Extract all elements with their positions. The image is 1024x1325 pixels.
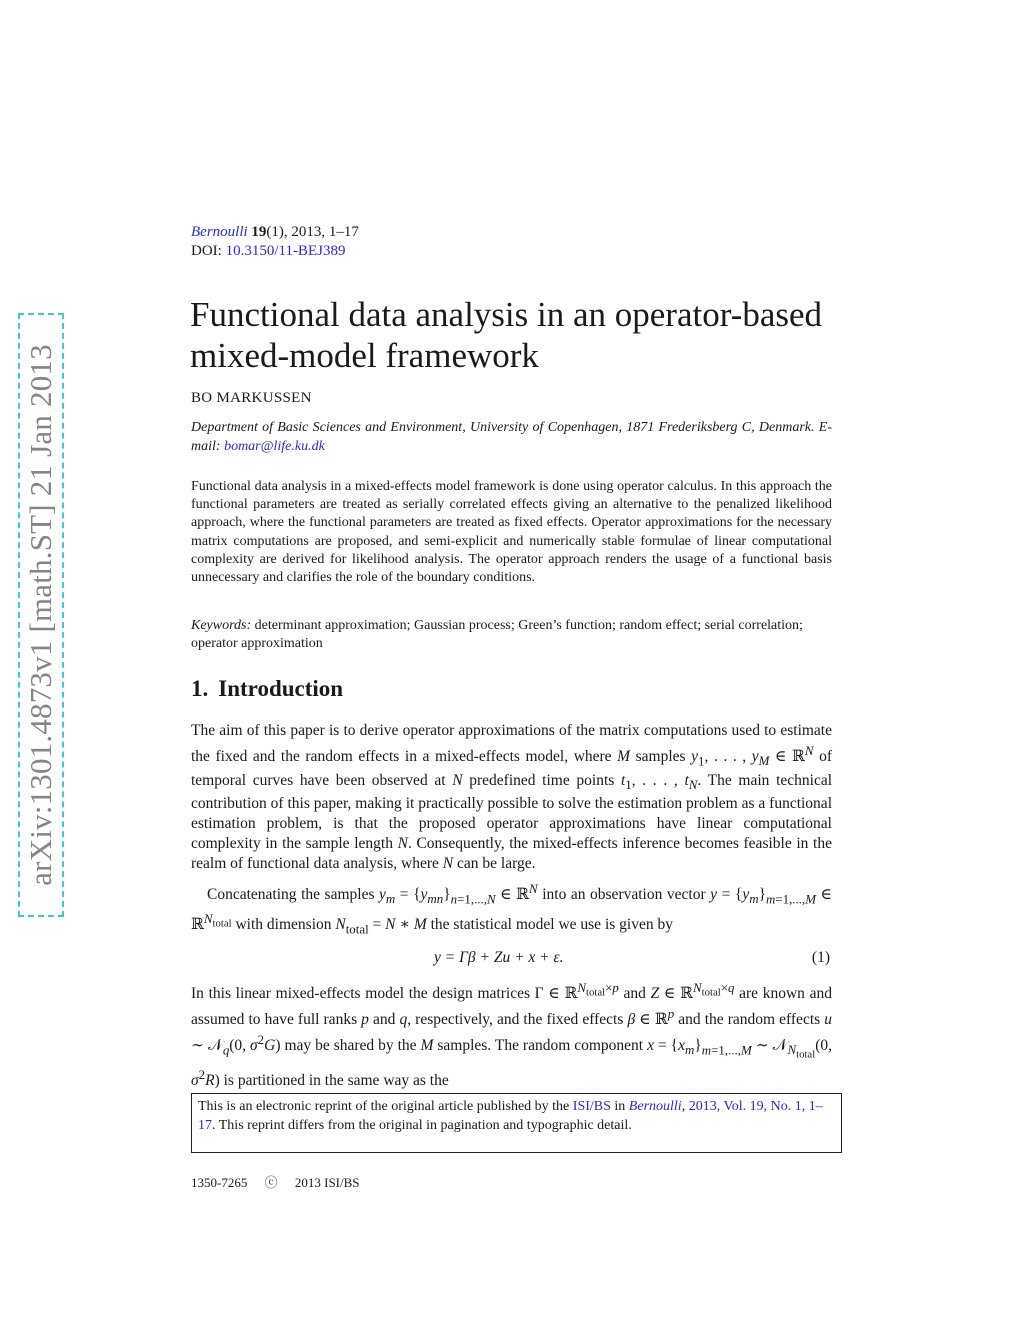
arxiv-stamp — [18, 313, 64, 917]
section-heading — [191, 676, 343, 702]
page-footer — [191, 1172, 360, 1191]
author-name: BO MARKUSSEN — [191, 390, 312, 406]
notice-citation-link[interactable]: 2013, Vol. 19, No. 1, 1–17 — [198, 1099, 823, 1133]
arxiv-stamp-text: arXiv:1301.4873v1 [math.ST] 21 Jan 2013 — [23, 344, 58, 886]
doi-link[interactable]: 10.3150/11-BEJ389 — [225, 243, 346, 259]
notice-in: in — [614, 1099, 626, 1114]
keywords — [191, 617, 832, 653]
abstract: Functional data analysis in a mixed-effects model framework is done using operator calculus. In this approach the functional parameters are treated as serially correlated effects giving an alternative to the penalized likelihood approach, where the functional parameters are treated as fixed effects. Operator approximations for the necessary matrix computations are proposed, and semi-explicit and numerically stable formulae of linear computational complexity are derived for likelihood analysis. The operator approach renders the usage of a functional basis unnecessary and clarifies the role of the boundary conditions. — [191, 479, 832, 586]
reprint-notice: This is an electronic reprint of the original article published by the ISI/BS in Bernoulli, 2013, Vol. 19, No. 1, 1–17. This reprint differs from the original in pagination and typographic detail. — [191, 1093, 842, 1153]
equation-number: (1) — [811, 949, 830, 966]
doi-label: DOI: — [191, 243, 222, 259]
paper-title: Functional data analysis in an operator-based mixed-model framework — [190, 295, 823, 375]
copyright-symbol: ⓒ — [264, 1175, 278, 1190]
copyright-text: 2013 ISI/BS — [294, 1175, 360, 1190]
notice-journal-link[interactable]: Bernoulli — [628, 1099, 682, 1114]
keywords-text: determinant approximation; Gaussian process; Green’s function; random effect; serial correlation; operator approximation — [191, 618, 803, 652]
equation-expression: y = Γβ + Zu + x + ε. — [434, 949, 564, 966]
journal-issue: (1), 2013, 1–17 — [266, 224, 359, 240]
author-affiliation — [191, 419, 832, 456]
journal-volume: 19 — [251, 224, 267, 240]
section-title-text: Introduction — [218, 676, 344, 701]
journal-citation — [191, 223, 359, 242]
equation-1 — [191, 949, 832, 971]
keywords-label: Keywords: — [191, 618, 252, 633]
notice-lead: This is an electronic reprint of the original article published by the — [198, 1099, 570, 1114]
issn: 1350-7265 — [191, 1175, 248, 1190]
section-number: 1. — [191, 676, 209, 701]
affiliation-text: Department of Basic Sciences and Environment, University of Copenhagen, 1871 Frederiksberg C, Denmark. E-mail: — [191, 420, 832, 454]
doi-line — [191, 242, 345, 261]
notice-tail: . This reprint differs from the original in pagination and typographic detail. — [212, 1117, 632, 1133]
intro-paragraph-2: Concatenating the samples $y_m = \{y_{mn}\}_{n=1,...,N}$ ∈ ℝ$^N$ into an observation vector $y = \{y_m\}_{m=1,...,M}$ ∈ ℝ$^{N_{total}}$ with dimension $N_{total} = N$ ∗ M the statistical model we use is given by — [191, 881, 833, 937]
intro-paragraph-3: In this linear mixed-effects model the design matrices Γ ∈ ℝ$^{N_{total}\times p}$ and Z ∈ ℝ$^{N_{total}\times q}$ are known and assumed to have full ranks p and q, respectively, and the fixed effects β ∈ ℝ$^p$ and the random effects u ∼ 𝒩$_q$(0, $\sigma^2G$) may be shared by the M samples. The random component $x = \{x_m\}_{m=1,...,M}$ ∼ 𝒩$_{N_{total}}$(0, $\sigma^2R$) is partitioned in the same way as the — [191, 980, 833, 1090]
email-link[interactable]: bomar@life.ku.dk — [224, 438, 325, 454]
intro-paragraph-1: The aim of this paper is to derive operator approximations of the matrix computations used to estimate the fixed and the random effects in a mixed-effects model, where M samples $y_1$, . . . , $y_M$ ∈ ℝ$^N$ of temporal curves have been observed at N predefined time points $t_1$, . . . , $t_N$. The main technical contribution of this paper, making it practically possible to solve the estimation problem as a functional estimation problem, is that the proposed operator approximations have linear computational complexity in the sample length N. Consequently, the mixed-effects inference becomes feasible in the realm of functional data analysis, where N can be large. — [191, 722, 833, 872]
isi-bs-link[interactable]: ISI/BS — [572, 1099, 611, 1114]
journal-name-link[interactable]: Bernoulli — [191, 224, 248, 240]
